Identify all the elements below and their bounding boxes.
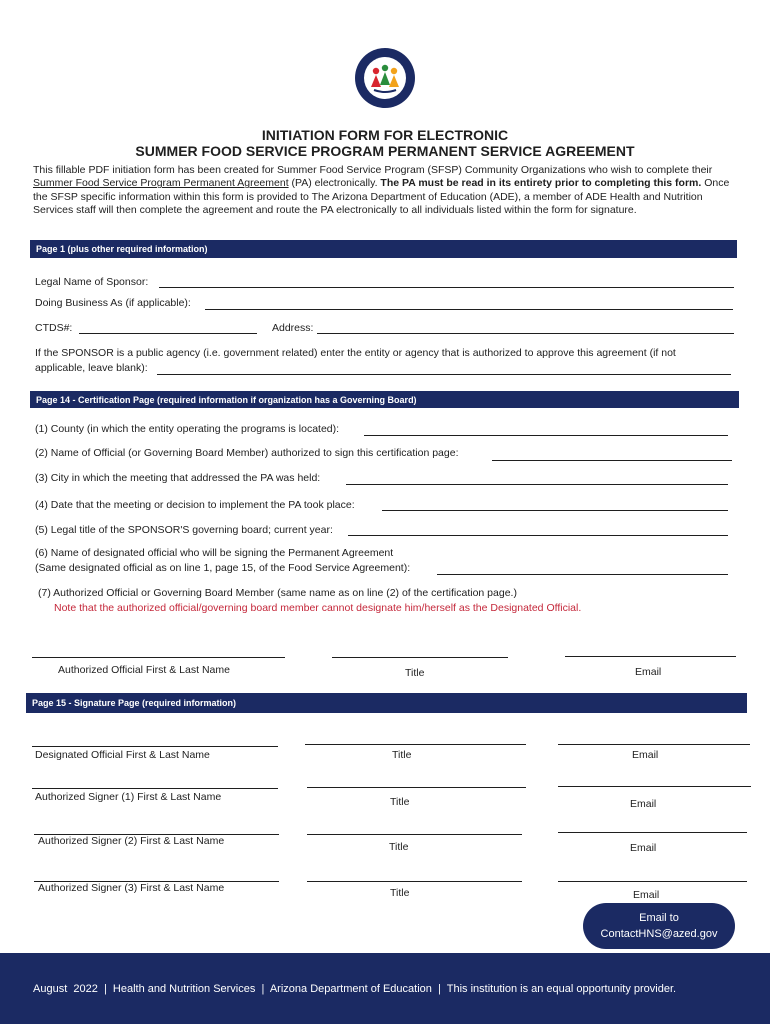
signer1-email-label: Email: [630, 798, 657, 810]
signer2-email-line[interactable]: [558, 832, 747, 833]
meeting-date-field[interactable]: [382, 510, 728, 511]
public-agency-label-line-1: If the SPONSOR is a public agency (i.e. government related) enter the entity or agency that is authorized to approve this agreement (if not: [35, 347, 676, 359]
section-page1-heading: Page 1 (plus other required information): [30, 240, 737, 258]
permanent-agreement-link[interactable]: Summer Food Service Program Permanent Agreement: [33, 177, 289, 190]
authorized-official-title-line[interactable]: [332, 657, 508, 658]
board-title-field[interactable]: [348, 535, 728, 536]
authorized-official-name-label: Authorized Official First & Last Name: [58, 664, 230, 676]
ctds-field[interactable]: [79, 333, 257, 334]
designated-official-name-line[interactable]: [32, 746, 278, 747]
public-agency-field[interactable]: [157, 374, 731, 375]
signer2-title-label: Title: [389, 841, 409, 853]
legal-name-field[interactable]: [159, 287, 734, 288]
dba-field[interactable]: [205, 309, 733, 310]
meeting-city-field[interactable]: [346, 484, 728, 485]
signer1-name-label: Authorized Signer (1) First & Last Name: [35, 791, 222, 803]
signer3-title-label: Title: [390, 887, 410, 899]
designation-warning-note: Note that the authorized official/governing board member cannot designate him/herself as the Designated Official.: [54, 602, 582, 614]
designated-official-title-line[interactable]: [305, 744, 526, 745]
designated-official-name-label: Designated Official First & Last Name: [35, 749, 210, 761]
board-title-label: (5) Legal title of the SPONSOR'S governing board; current year:: [35, 524, 333, 536]
ctds-label: CTDS#:: [35, 322, 73, 334]
official-name-field[interactable]: [492, 460, 732, 461]
dba-label: Doing Business As (if applicable):: [35, 297, 191, 309]
authorized-official-name-line[interactable]: [32, 657, 285, 658]
signer3-name-label: Authorized Signer (3) First & Last Name: [38, 882, 225, 894]
authorized-official-title-label: Title: [405, 667, 425, 679]
signer1-title-line[interactable]: [307, 787, 526, 788]
signer1-title-label: Title: [390, 796, 410, 808]
signer3-email-line[interactable]: [558, 881, 747, 882]
page-footer: [0, 953, 770, 1024]
meeting-city-label: (3) City in which the meeting that addressed the PA was held:: [35, 472, 321, 484]
designated-official-field[interactable]: [437, 574, 728, 575]
signer2-title-line[interactable]: [307, 834, 522, 835]
email-button-address: ContactHNS@azed.gov: [600, 928, 718, 940]
authorized-official-email-label: Email: [635, 666, 662, 678]
intro-paragraph: This fillable PDF initiation form has been created for Summer Food Service Program (SFSP) Community Organizations who wish to complete their Summer Food Service Program Permanent Agreement (PA) electronically. The PA must be read in its entirety prior to completing this form. Once the SFSP specific information within this form is provided to The Arizona Department of Education (ADE), a member of ADE Health and Nutrition Services staff will then complete the agreement and route the PA electronically to all individuals listed within the form for signature.: [33, 164, 730, 217]
designated-official-label-line-1: (6) Name of designated official who will be signing the Permanent Agreement: [35, 547, 394, 559]
county-label: (1) County (in which the entity operating the programs is located):: [35, 423, 340, 435]
authorized-official-label: (7) Authorized Official or Governing Board Member (same name as on line (2) of the certification page.): [38, 587, 517, 599]
footer-text: August 2022 | Health and Nutrition Services | Arizona Department of Education | This institution is an equal opportunity provider.: [33, 982, 677, 995]
signer2-email-label: Email: [630, 842, 657, 854]
signer2-name-label: Authorized Signer (2) First & Last Name: [38, 835, 225, 847]
authorized-official-email-line[interactable]: [565, 656, 736, 657]
legal-name-label: Legal Name of Sponsor:: [35, 276, 149, 288]
signer3-title-line[interactable]: [307, 881, 522, 882]
address-field[interactable]: [317, 333, 734, 334]
designated-official-email-line[interactable]: [558, 744, 750, 745]
designated-official-email-label: Email: [632, 749, 659, 761]
address-label: Address:: [272, 322, 314, 334]
form-title-line-1: INITIATION FORM FOR ELECTRONIC: [261, 127, 509, 143]
email-contact-button[interactable]: [583, 903, 735, 949]
signer1-name-line[interactable]: [32, 788, 278, 789]
ade-seal-logo: [354, 47, 416, 109]
public-agency-label-line-2: applicable, leave blank):: [35, 362, 148, 374]
official-name-label: (2) Name of Official (or Governing Board Member) authorized to sign this certification page:: [35, 447, 459, 459]
designated-official-title-label: Title: [392, 749, 412, 761]
designated-official-label-line-2: (Same designated official as on line 1, page 15, of the Food Service Agreement):: [35, 562, 411, 574]
county-field[interactable]: [364, 435, 728, 436]
meeting-date-label: (4) Date that the meeting or decision to implement the PA took place:: [35, 499, 355, 511]
email-button-line-1: Email to: [639, 912, 679, 924]
section-page15-heading: Page 15 - Signature Page (required information): [26, 693, 747, 713]
section-page14-heading: Page 14 - Certification Page (required information if organization has a Governing Board): [30, 391, 739, 408]
signer1-email-line[interactable]: [558, 786, 751, 787]
signer3-email-label: Email: [633, 889, 660, 901]
form-title-line-2: SUMMER FOOD SERVICE PROGRAM PERMANENT SERVICE AGREEMENT: [135, 143, 635, 159]
